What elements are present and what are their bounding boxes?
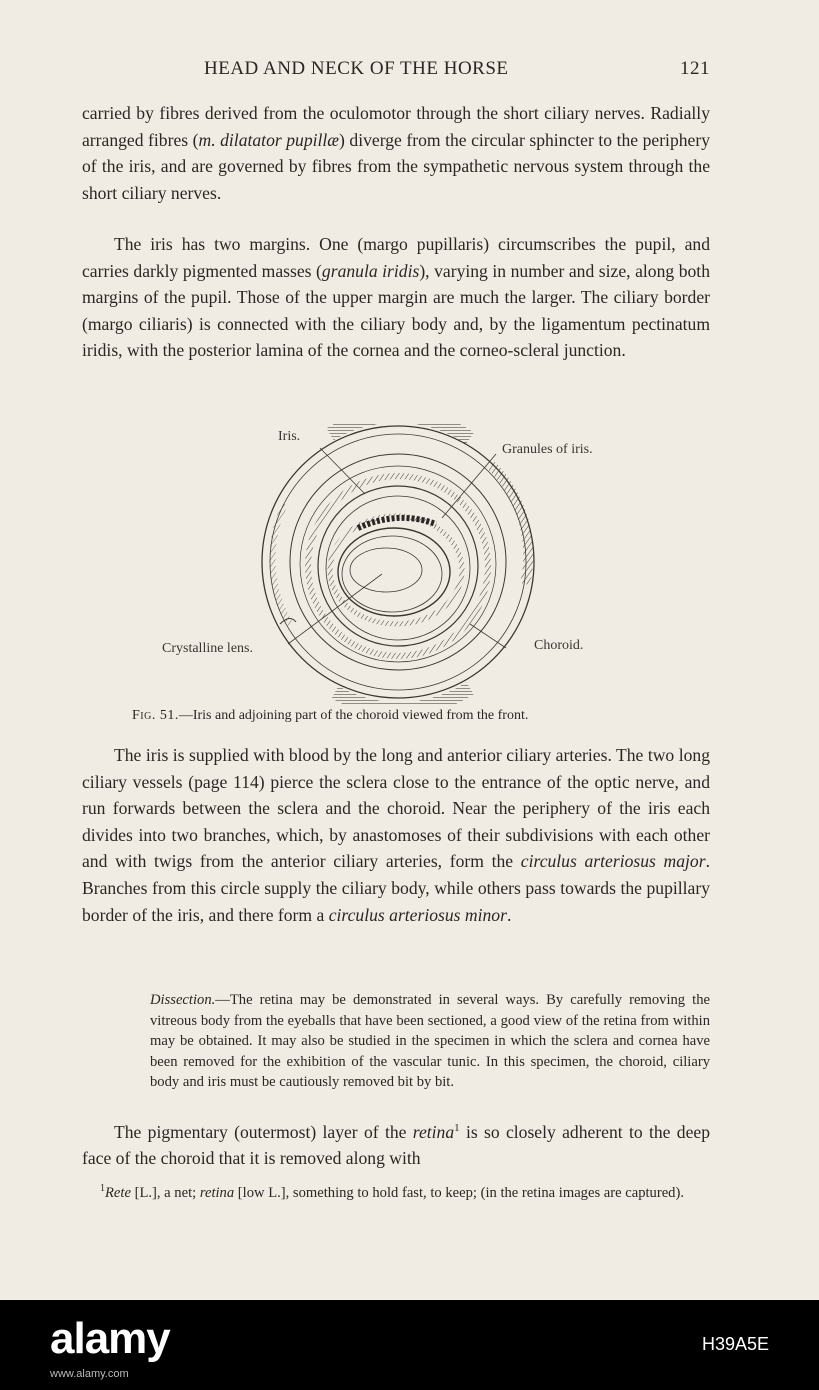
figure-iris-illustration <box>160 424 640 704</box>
italic-term: circulus arteriosus major <box>520 851 706 872</box>
running-header <box>82 58 710 82</box>
watermark-url: www.alamy.com <box>50 1368 129 1380</box>
iris-drawing <box>160 424 640 704</box>
text-run: [low L.], something to hold fast, to keep; (in the retina images are captured). <box>234 1184 684 1201</box>
caption-text: —Iris and adjoining part of the choroid viewed from the front. <box>178 708 529 723</box>
text-run: is so closely adherent to the deep face of the choroid that it is removed along with <box>82 1121 711 1169</box>
figure-caption <box>132 708 528 724</box>
text-run: . <box>506 904 512 925</box>
paragraph-iris-margins <box>82 231 710 364</box>
paragraph-oculomotor <box>82 100 710 206</box>
footnote-mark: 1 <box>100 1183 105 1194</box>
italic-term: retina <box>199 1184 235 1201</box>
text-run: The iris is supplied with blood by the long and anterior ciliary arteries. The two long ciliary vessels (page 114) pierce the sclera close to the entrance of the optic nerve, and run forwards between the sclera and the choroid. Near the periphery of the iris each divides into two branches, which, by anastomoses of their subdivisions with each other and with twigs from the anterior ciliary arteries, form the <box>82 745 710 872</box>
dissection-heading: Dissection. <box>150 992 216 1008</box>
running-title: HEAD AND NECK OF THE HORSE <box>204 58 509 79</box>
watermark-logo: alamy <box>50 1314 170 1363</box>
paragraph-blood-supply <box>82 742 710 928</box>
label-iris: Iris. <box>278 429 301 444</box>
text-run: The pigmentary (outermost) layer of the <box>114 1121 413 1142</box>
dissection-note <box>82 990 710 1093</box>
text-run: [L.], a net; <box>130 1184 200 1201</box>
text-run: The iris has two margins. One (margo pupillaris) circumscribes the pupil, and carries darkly pigmented masses ( <box>82 234 710 281</box>
text-run: . Branches from this circle supply the ciliary body, while others pass towards the pupillary border of the iris, and there form a <box>82 851 710 925</box>
italic-term: granula iridis <box>321 260 420 281</box>
text-run: ) diverge from the circular sphincter to the periphery of the iris, and are governed by fibres from the sympathetic nervous system through the short ciliary nerves. <box>82 129 710 203</box>
figure-number: Fig. 51. <box>132 708 179 723</box>
italic-term: m. dilatator pupillæ <box>198 129 340 150</box>
italic-term: circulus arteriosus minor <box>328 904 507 925</box>
text-run: carried by fibres derived from the oculomotor through the short ciliary nerves. Radially arranged fibres ( <box>82 103 710 150</box>
image-id: H39A5E <box>701 1334 769 1354</box>
italic-term: retina <box>412 1121 455 1142</box>
label-choroid: Choroid. <box>534 638 584 653</box>
text-run: ), varying in number and size, along both margins of the pupil. Those of the upper margin are much the larger. The ciliary border (margo ciliaris) is connected with the ciliary body and, by the ligamentum pectinatum iridis, with the posterior lamina of the cornea and the corneo-scleral junction. <box>82 260 710 361</box>
text-run: —The retina may be demonstrated in several ways. By carefully removing the vitreous body from the eyeballs that have been sectioned, a good view of the retina from within may be obtained. It may also be studied in the specimen in which the sclera and cornea have been removed for the exhibition of the vascular tunic. In this specimen, the choroid, ciliary body and iris must be cautiously removed bit by bit. <box>150 992 710 1091</box>
paragraph-retina <box>82 1115 710 1172</box>
label-granules-of-iris: Granules of iris. <box>502 442 593 457</box>
label-crystalline-lens: Crystalline lens. <box>162 641 253 656</box>
italic-term: Rete <box>105 1184 131 1201</box>
page-number: 121 <box>680 58 710 79</box>
footnote-ref: 1 <box>454 1122 460 1134</box>
footnote <box>82 1179 710 1203</box>
